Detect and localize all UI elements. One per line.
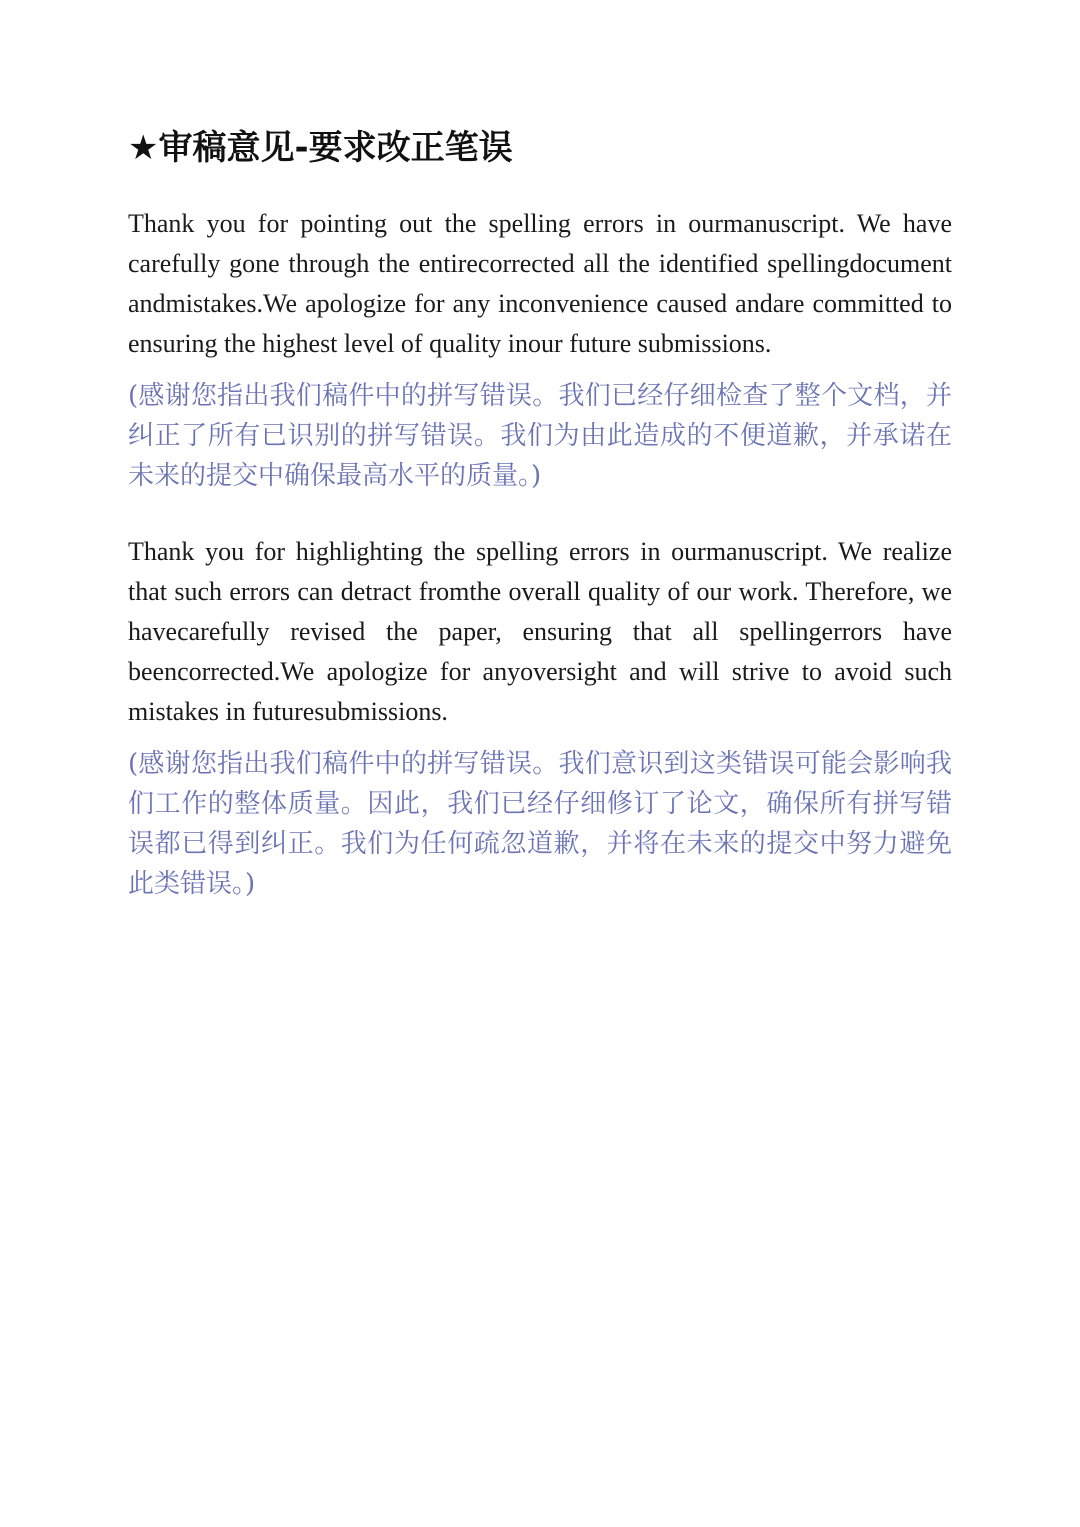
english-paragraph: Thank you for pointing out the spelling errors in ourmanuscript. We have carefully gone through the entirecorrected all the identified spellingdocument andmistakes.We apologize for any inconvenience caused andare committed to ensuring the highest level of quality inour future submissions. xyxy=(128,209,952,358)
document-page xyxy=(128,124,952,904)
chinese-translation: (感谢您指出我们稿件中的拼写错误。我们意识到这类错误可能会影响我们工作的整体质量。因此，我们已经仔细修订了论文，确保所有拼写错误都已得到纠正。我们为任何疏忽道歉，并将在未来的提交中努力避免此类错误。) xyxy=(128,749,952,899)
response-block-1 xyxy=(128,204,952,496)
document-title: ★审稿意见-要求改正笔误 xyxy=(128,128,513,168)
chinese-translation: (感谢您指出我们稿件中的拼写错误。我们已经仔细检查了整个文档，并纠正了所有已识别的拼写错误。我们为由此造成的不便道歉，并承诺在未来的提交中确保最高水平的质量。) xyxy=(128,381,952,491)
response-block-2 xyxy=(128,532,952,904)
english-paragraph: Thank you for highlighting the spelling errors in ourmanuscript. We realize that such errors can detract fromthe overall quality of our work. Therefore, we havecarefully revised the paper, ensuring that all spellingerrors have beencorrected.We apologize for anyoversight and will strive to avoid such mistakes in futuresubmissions. xyxy=(128,537,952,726)
